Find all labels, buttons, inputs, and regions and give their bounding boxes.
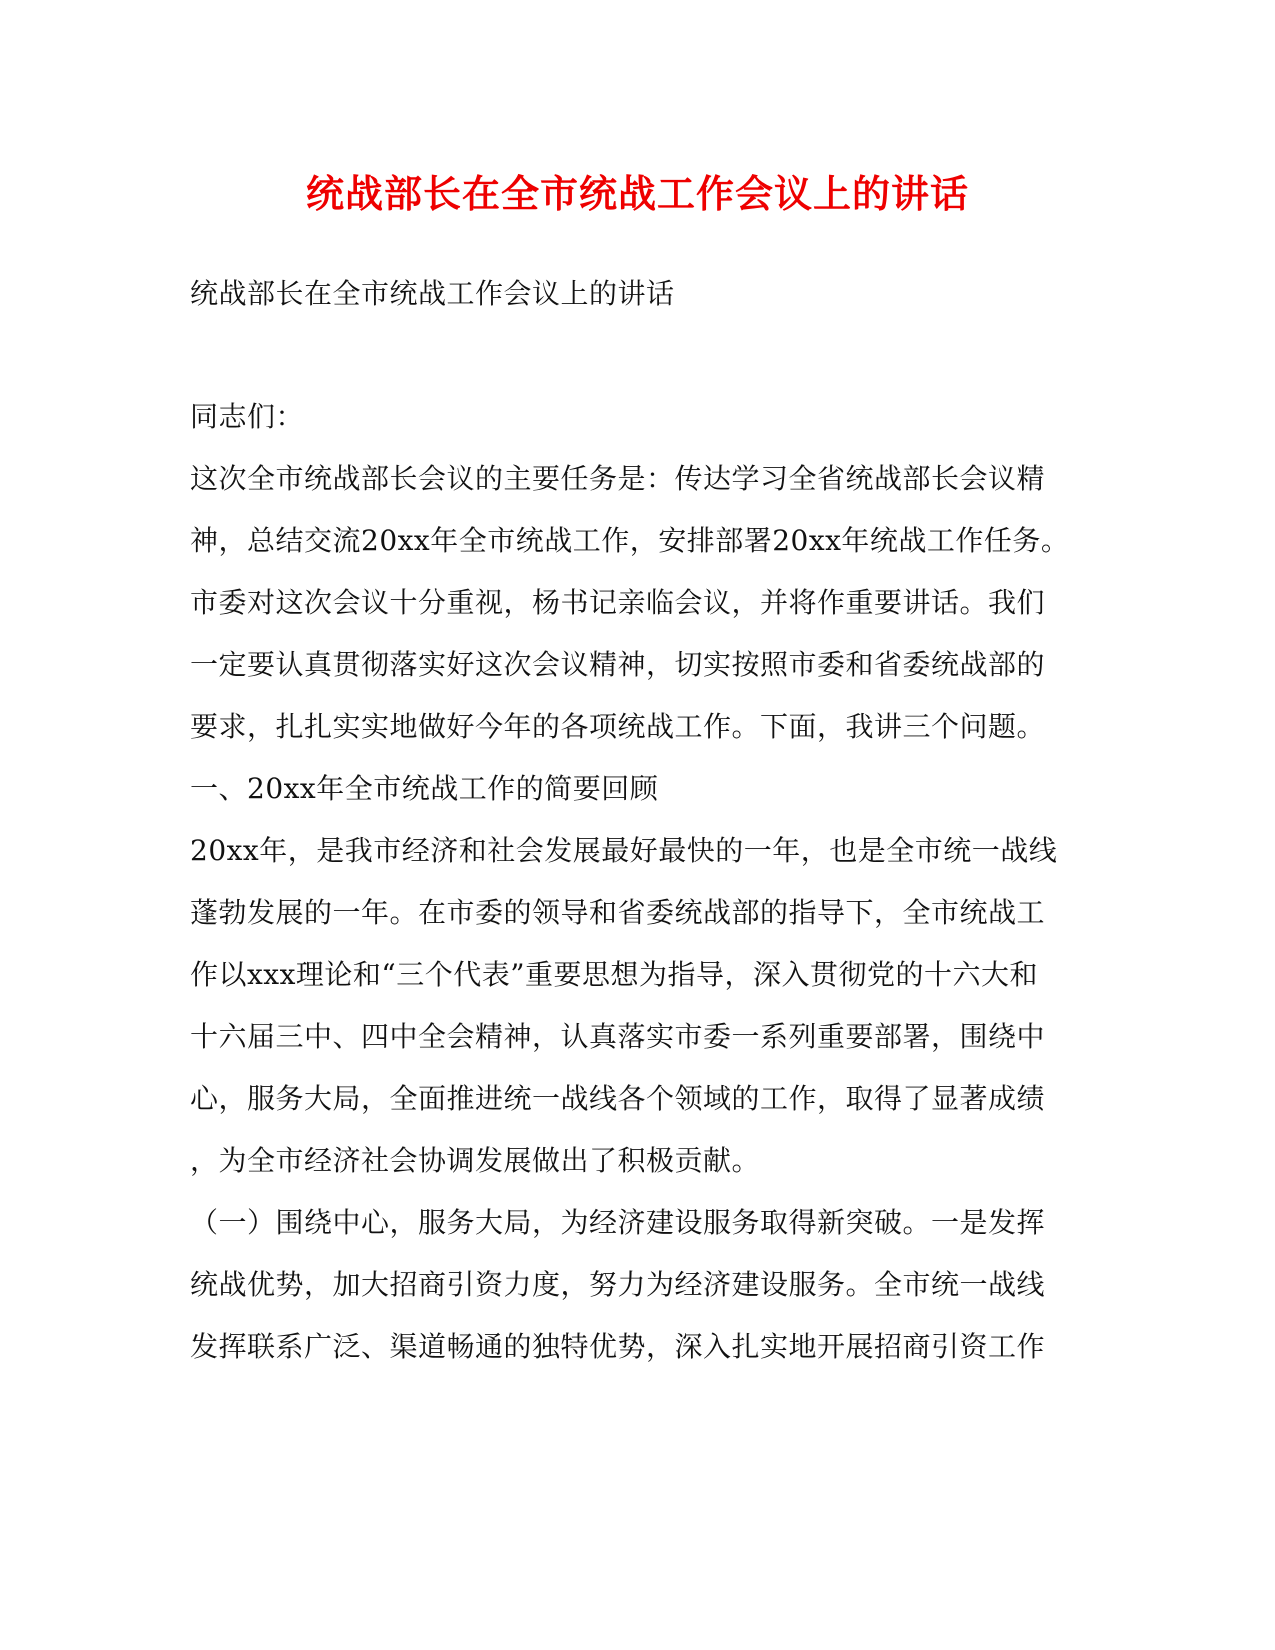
text-line: 蓬勃发展的一年。在市委的领导和省委统战部的指导下，全市统战工 <box>190 896 1046 929</box>
text-line: 这次全市统战部长会议的主要任务是：传达学习全省统战部长会议精 <box>190 462 1046 495</box>
text-line: 十六届三中、四中全会精神，认真落实市委一系列重要部署，围绕中 <box>190 1020 1046 1053</box>
text-line: （一）围绕中心，服务大局，为经济建设服务取得新突破。一是发挥 <box>190 1206 1046 1239</box>
text-line: 神，总结交流20xx年全市统战工作，安排部署20xx年统战工作任务。 <box>190 524 1070 557</box>
text-line: 发挥联系广泛、渠道畅通的独特优势，深入扎实地开展招商引资工作 <box>190 1330 1046 1363</box>
text-line: 统战优势，加大招商引资力度，努力为经济建设服务。全市统一战线 <box>190 1268 1046 1301</box>
text-line: 要求，扎扎实实地做好今年的各项统战工作。下面，我讲三个问题。 <box>190 710 1046 743</box>
salutation-line: 同志们： <box>190 400 305 433</box>
text-line: 20xx年，是我市经济和社会发展最好最快的一年，也是全市统一战线 <box>190 834 1058 867</box>
text-line: 市委对这次会议十分重视，杨书记亲临会议，并将作重要讲话。我们 <box>190 586 1046 619</box>
text-line: 心，服务大局，全面推进统一战线各个领域的工作，取得了显著成绩 <box>190 1082 1046 1115</box>
text-line: ，为全市经济社会协调发展做出了积极贡献。 <box>190 1144 761 1177</box>
section-heading-line: 一、20xx年全市统战工作的简要回顾 <box>190 772 659 805</box>
document-title: 统战部长在全市统战工作会议上的讲话 <box>305 171 969 216</box>
text-line: 一定要认真贯彻落实好这次会议精神，切实按照市委和省委统战部的 <box>190 648 1046 681</box>
subtitle-line: 统战部长在全市统战工作会议上的讲话 <box>190 277 675 310</box>
text-line: 作以xxx理论和“三个代表”重要思想为指导，深入贯彻党的十六大和 <box>190 958 1039 991</box>
